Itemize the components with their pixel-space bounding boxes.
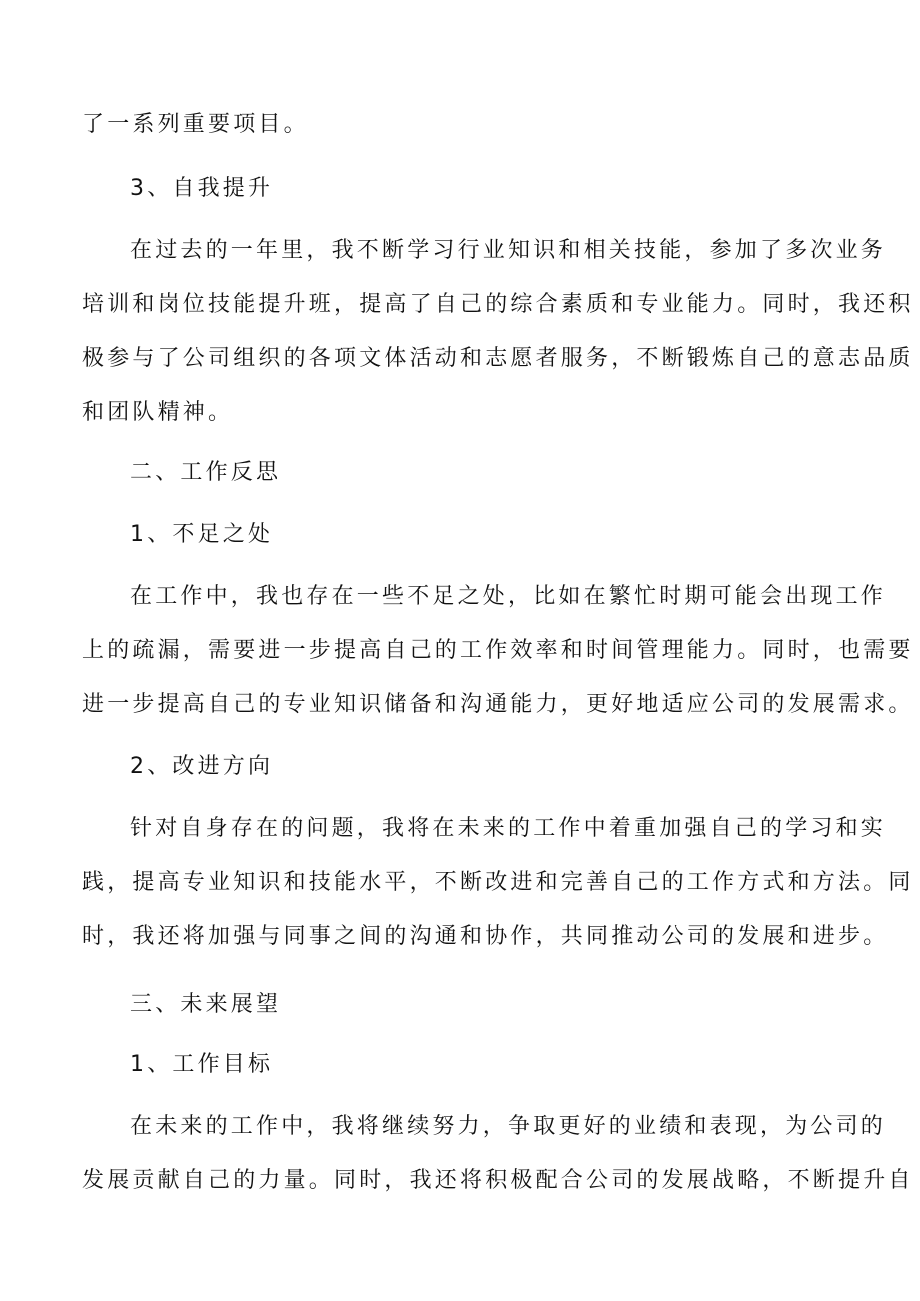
paragraph-line: 培训和岗位技能提升班，提高了自己的综合素质和专业能力。同时，我还积 bbox=[82, 292, 914, 317]
paragraph-line: 践，提高专业知识和技能水平，不断改进和完善自己的工作方式和方法。同 bbox=[82, 870, 914, 895]
paragraph-line: 极参与了公司组织的各项文体活动和志愿者服务，不断锻炼自己的意志品质 bbox=[82, 346, 914, 371]
paragraph-line: 在过去的一年里，我不断学习行业知识和相关技能，参加了多次业务 bbox=[130, 238, 887, 263]
section-heading-future-outlook: 三、未来展望 bbox=[130, 992, 282, 1017]
paragraph-line: 发展贡献自己的力量。同时，我还将积极配合公司的发展战略，不断提升自 bbox=[82, 1168, 914, 1193]
section-heading-work-reflection: 二、工作反思 bbox=[130, 460, 282, 485]
paragraph-line: 进一步提高自己的专业知识储备和沟通能力，更好地适应公司的发展需求。 bbox=[82, 692, 914, 717]
section-heading-self-improvement: 3、自我提升 bbox=[130, 176, 274, 201]
paragraph-line: 在工作中，我也存在一些不足之处，比如在繁忙时期可能会出现工作 bbox=[130, 584, 887, 609]
section-heading-work-goals: 1、工作目标 bbox=[130, 1052, 274, 1077]
paragraph-line: 时，我还将加强与同事之间的沟通和协作，共同推动公司的发展和进步。 bbox=[82, 924, 889, 949]
section-heading-shortcomings: 1、不足之处 bbox=[130, 522, 274, 547]
paragraph-line: 和团队精神。 bbox=[82, 400, 234, 425]
paragraph-line: 针对自身存在的问题，我将在未来的工作中着重加强自己的学习和实 bbox=[130, 816, 887, 841]
paragraph-line: 上的疏漏，需要进一步提高自己的工作效率和时间管理能力。同时，也需要 bbox=[82, 638, 914, 663]
paragraph-line: 在未来的工作中，我将继续努力，争取更好的业绩和表现，为公司的 bbox=[130, 1114, 887, 1139]
section-heading-improvement-direction: 2、改进方向 bbox=[130, 754, 274, 779]
paragraph-line: 了一系列重要项目。 bbox=[82, 112, 309, 137]
